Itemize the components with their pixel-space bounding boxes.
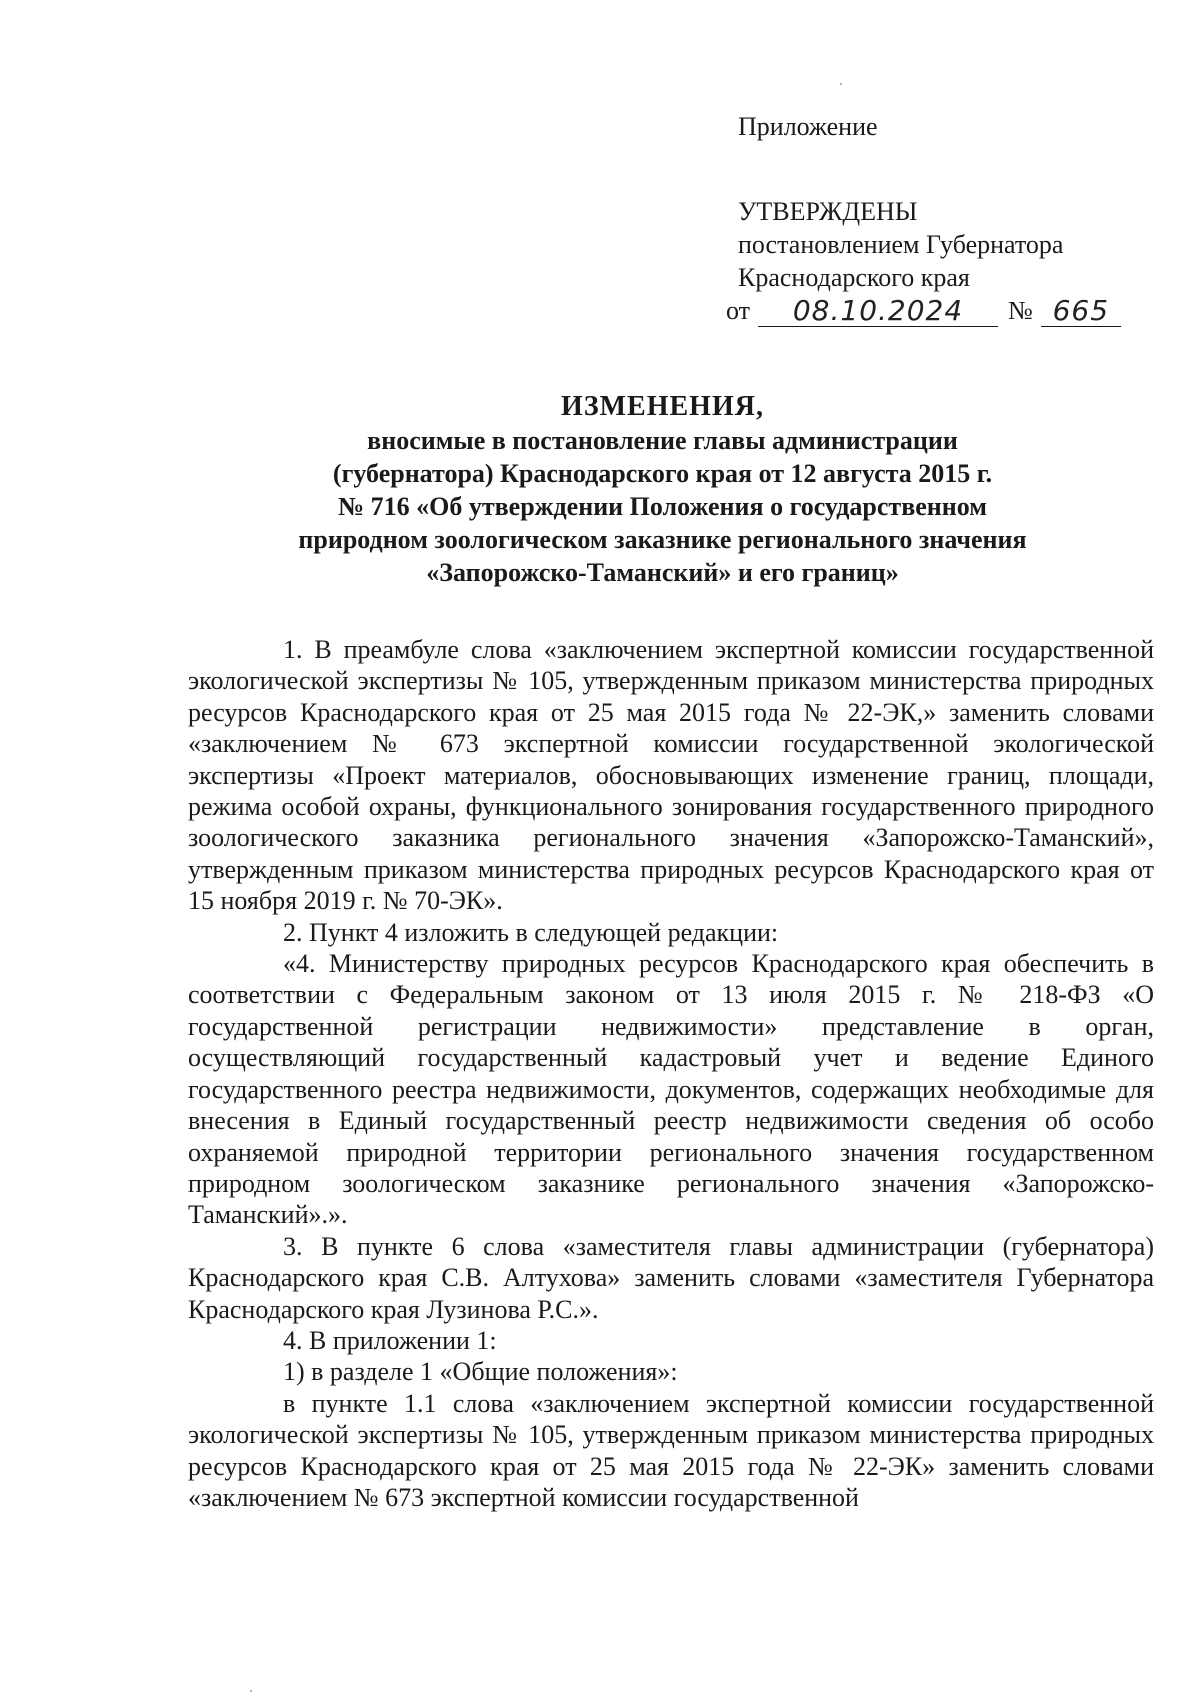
approval-block: [726, 110, 1158, 327]
title-line: (губернатора) Краснодарского края от 12 августа 2015 г.: [332, 459, 993, 488]
approved-by-line-1: постановлением Губернатора: [738, 230, 1064, 259]
paragraph-item-4: 4. В приложении 1:: [283, 1325, 497, 1355]
handwritten-number: 665: [1041, 296, 1121, 327]
title-heading: ИЗМЕНЕНИЯ,: [561, 391, 764, 422]
paragraph-item-3: 3. В пункте 6 слова «заместителя главы администрации (губернатора) Краснодарского края С.В. Алтухова» заменить словами «заместителя Губернатора Краснодарского края Лузинова Р.С.».: [188, 1231, 1154, 1324]
approved-by-line-2: Краснодарского края: [738, 263, 970, 292]
title-line: природном зоологическом заказнике регионального значения: [298, 525, 1027, 554]
paragraph-item-2-text: «4. Министерству природных ресурсов Краснодарского края обеспечить в соответствии с Федеральным законом от 13 июля 2015 г. № 218-ФЗ «О государственной регистрации недвижимости» представление в орган, осуществляющий государственный кадастровый учет и ведение Единого государственного реестра недвижимости, документов, содержащих необходимые для внесения в Единый государственный реестр недвижимости сведения об особо охраняемой природной территории регионального значения государственном природном зоологическом заказнике регионального значения «Запорожско-Таманский».».: [188, 949, 1154, 1230]
paragraph-item-2: 2. Пункт 4 изложить в следующей редакции:: [283, 917, 779, 947]
paragraph-item-4-sub-1-text: в пункте 1.1 слова «заключением экспертной комиссии государственной экологической экспертизы № 105, утвержденным приказом министерства природных ресурсов Краснодарского края от 25 мая 2015 года № 22-ЭК» заменить словами «заключением № 673 экспертной комиссии государственной: [188, 1388, 1154, 1512]
title-line: «Запорожско-Таманский» и его границ»: [426, 558, 899, 587]
document-title: [180, 390, 1145, 589]
number-prefix: №: [1008, 296, 1033, 325]
date-number-line: [726, 294, 1158, 327]
document-body: [188, 634, 1154, 1513]
title-line: вносимые в постановление главы администрации: [367, 426, 958, 455]
date-prefix: от: [726, 296, 751, 325]
scan-speck: [840, 83, 842, 85]
paragraph-item-4-sub-1: 1) в разделе 1 «Общие положения»:: [283, 1357, 678, 1387]
appendix-label: Приложение: [738, 112, 878, 141]
handwritten-date: 08.10.2024: [758, 296, 998, 327]
paragraph-item-1: 1. В преамбуле слова «заключением экспертной комиссии государственной экологической экспертизы № 105, утвержденным приказом министерства природных ресурсов Краснодарского края от 25 мая 2015 года № 22-ЭК,» заменить словами «заключением № 673 экспертной комиссии государственной экологической экспертизы «Проект материалов, обосновывающих изменение границ, площади, режима особой охраны, функционального зонирования государственного природного зоологического заказника регионального значения «Запорожско-Таманский», утвержденным приказом министерства природных ресурсов Краснодарского края от 15 ноября 2019 г. № 70-ЭК».: [188, 635, 1154, 916]
scan-speck: [250, 1690, 252, 1692]
title-line: № 716 «Об утверждении Положения о государственном: [338, 492, 987, 521]
approved-label: УТВЕРЖДЕНЫ: [738, 197, 918, 226]
